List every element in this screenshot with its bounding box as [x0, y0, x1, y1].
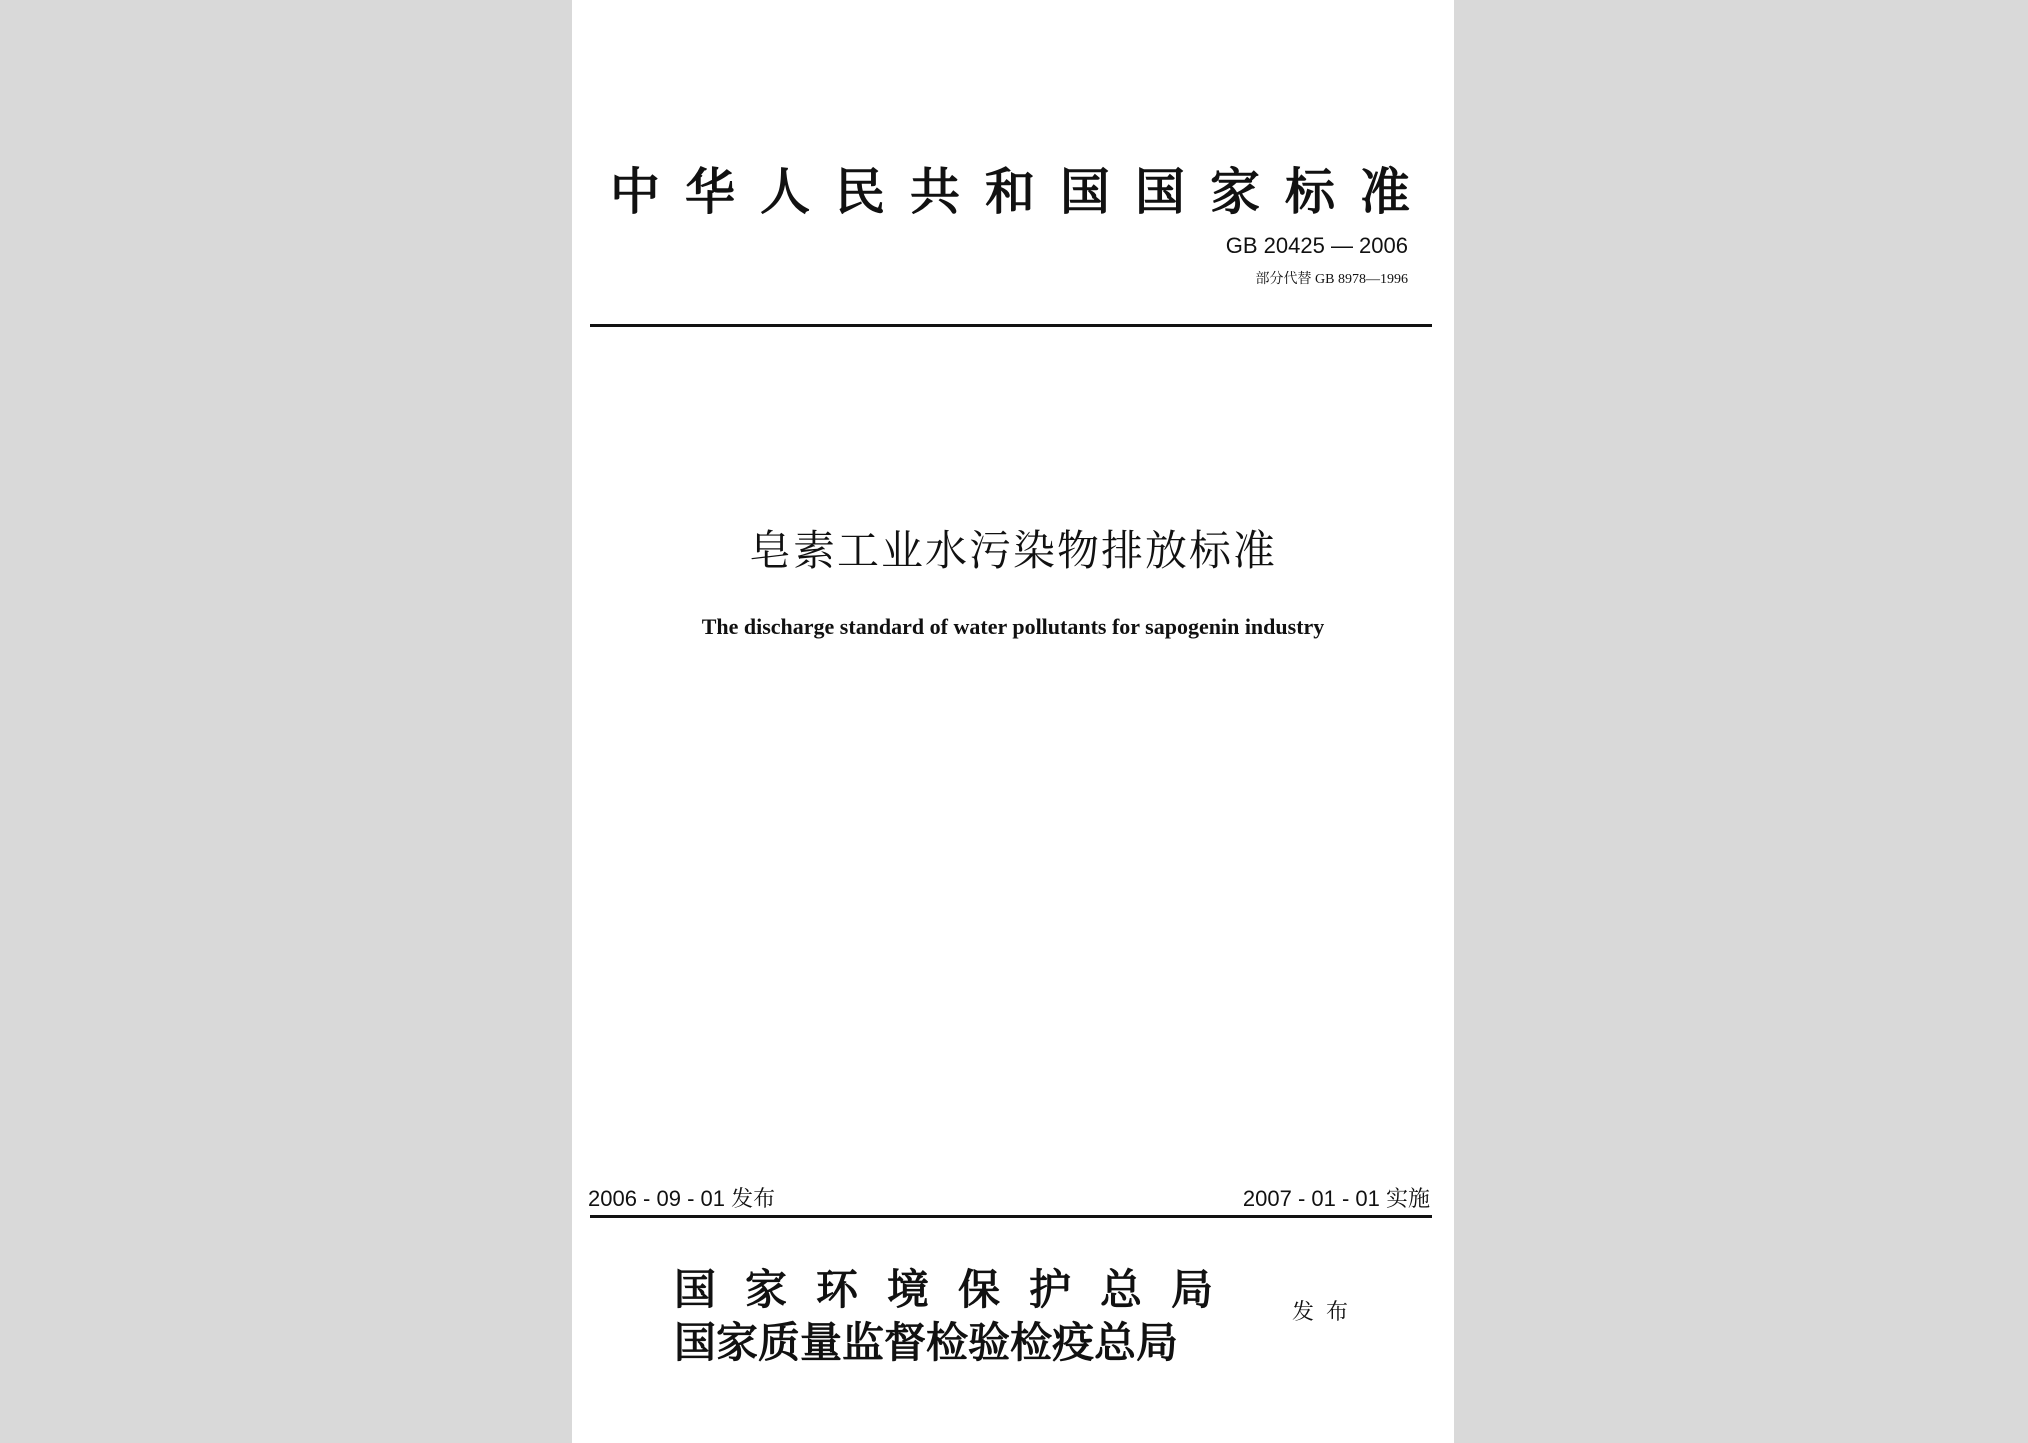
bottom-divider — [590, 1215, 1432, 1218]
document-page — [572, 0, 1454, 1443]
issuer-environment-bureau: 国家环境保护总局 — [674, 1265, 1243, 1314]
national-standard-heading: 中华人民共和国国家标准 — [610, 162, 1435, 221]
replaces-note: 部分代替 GB 8978—1996 — [1255, 272, 1408, 287]
top-divider — [590, 324, 1432, 327]
document-title-cn: 皂素工业水污染物排放标准 — [748, 526, 1277, 575]
document-title-en: The discharge standard of water pollutants for sapogenin industry — [701, 614, 1325, 639]
issuer-quality-bureau: 国家质量监督检验检疫总局 — [674, 1318, 1179, 1367]
publish-label: 发布 — [1292, 1300, 1361, 1325]
issue-date: 2006 - 09 - 01 发布 — [588, 1186, 776, 1211]
standard-code: GB 20425 — 2006 — [1225, 233, 1408, 258]
implementation-date: 2007 - 01 - 01 实施 — [1242, 1186, 1430, 1211]
